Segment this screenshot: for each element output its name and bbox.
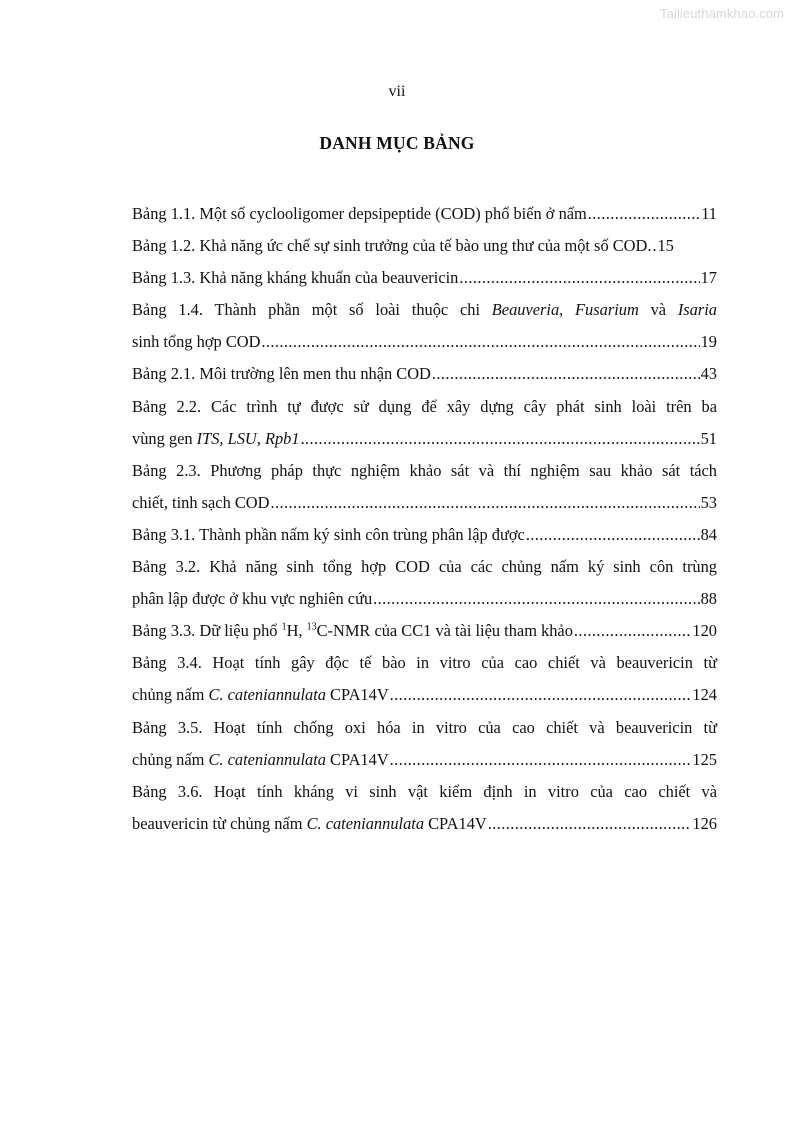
entry-title: beauvericin từ chủng nấm C. cateniannulata CPA14V [132, 813, 487, 833]
page-ref: 11 [701, 204, 717, 223]
entry-title: Bảng 3.6. Hoạt tính kháng vi sinh vật kiểm định in vitro của cao chiết và [132, 781, 717, 801]
dot-leader [526, 519, 700, 551]
entry-title: và [638, 300, 678, 320]
page-ref: 88 [700, 589, 717, 609]
watermark: Tailieuthamkhao.com [659, 6, 784, 21]
dot-leader [301, 423, 700, 455]
entry-title: Bảng 2.2. Các trình tự được sử dụng để xây dựng cây phát sinh loài trên ba [132, 396, 717, 416]
page-number: vii [388, 83, 406, 100]
entry-title: Bảng 1.1. Một số cyclooligomer depsipeptide (COD) phổ biến ở nấm [132, 204, 587, 223]
page-ref: 43 [700, 364, 717, 384]
entry-title: chiết, tinh sạch COD [132, 492, 270, 512]
dot-leader [390, 744, 692, 776]
toc-entry-3-5[interactable] [132, 712, 717, 776]
page-ref: 124 [692, 685, 717, 705]
toc-entry-3-2[interactable] [132, 551, 717, 615]
entry-title: Bảng 1.2. Khả năng ức chế sự sinh trưởng của tế bào ung thư của một số COD. [132, 236, 652, 256]
page-ref: 125 [692, 749, 717, 769]
dot-leader [432, 358, 700, 390]
page-ref: 126 [692, 813, 717, 833]
page-ref: 19 [700, 332, 717, 352]
entry-title: vùng gen ITS, LSU, Rpb1 [132, 428, 300, 448]
page-ref: 51 [700, 428, 717, 448]
page-title: DANH MỤC BẢNG [319, 133, 475, 153]
dot-leader [488, 808, 692, 840]
table-list [132, 198, 717, 840]
toc-entry-1-4[interactable] [132, 294, 717, 358]
entry-title: Bảng 3.4. Hoạt tính gây độc tế bào in vitro của cao chiết và beauvericin từ [132, 653, 717, 673]
entry-title: chủng nấm C. cateniannulata CPA14V [132, 685, 389, 705]
superscript: 13 [306, 621, 317, 633]
toc-entry-3-6[interactable] [132, 776, 717, 840]
entry-title: phân lập được ở khu vực nghiên cứu [132, 589, 373, 609]
toc-entry-2-1[interactable] [132, 358, 717, 390]
entry-title: Bảng 3.2. Khả năng sinh tổng hợp COD của các chủng nấm ký sinh côn trùng [132, 557, 717, 577]
page-ref: 53 [700, 492, 717, 512]
entry-title: sinh tổng hợp COD [132, 332, 261, 352]
entry-title: Bảng 1.4. Thành phần một số loài thuộc chi [132, 300, 492, 320]
entry-title: Bảng 3.3. Dữ liệu phổ $^1$H, $^{13}$C-NMR của CC1 và tài liệu tham khảo [132, 621, 573, 641]
toc-entry-1-2[interactable] [132, 230, 717, 262]
toc-entry-1-1[interactable] [132, 198, 717, 230]
toc-entry-3-4[interactable] [132, 647, 717, 711]
entry-title: Bảng 3.5. Hoạt tính chống oxi hóa in vitro của cao chiết và beauvericin từ [132, 717, 717, 737]
dot-leader [574, 615, 692, 647]
entry-title: chủng nấm C. cateniannulata CPA14V [132, 749, 389, 769]
dot-leader [390, 679, 692, 711]
page-ref: 17 [700, 268, 717, 288]
page-ref: 120 [692, 621, 717, 641]
dot-leader [588, 198, 700, 230]
toc-entry-2-3[interactable] [132, 455, 717, 519]
dot-leader [652, 230, 656, 262]
entry-title-italic: ITS, LSU, Rpb1 [196, 428, 300, 448]
dot-leader [270, 487, 699, 519]
dot-leader [261, 326, 699, 358]
page-ref: 84 [700, 524, 717, 544]
entry-title: Bảng 2.3. Phương pháp thực nghiệm khảo sát và thí nghiệm sau khảo sát tách [132, 460, 717, 480]
entry-title-italic: C. cateniannulata [208, 685, 326, 705]
page-ref: 15 [657, 236, 674, 256]
entry-title-italic: Isaria [677, 300, 718, 320]
entry-title-italic: C. cateniannulata [208, 749, 326, 769]
entry-title-italic: C. cateniannulata [306, 813, 425, 833]
toc-entry-1-3[interactable] [132, 262, 717, 294]
superscript: 1 [281, 621, 287, 633]
dot-leader [373, 583, 699, 615]
entry-title: Bảng 1.3. Khả năng kháng khuẩn của beauvericin [132, 268, 459, 288]
toc-entry-2-2[interactable] [132, 391, 717, 455]
entry-title-italic: Beauveria, Fusarium [491, 300, 639, 320]
entry-title: Bảng 3.1. Thành phần nấm ký sinh côn trùng phân lập được [132, 524, 525, 544]
entry-title: Bảng 2.1. Môi trường lên men thu nhận COD [132, 364, 431, 384]
dot-leader [459, 262, 699, 294]
toc-entry-3-1[interactable] [132, 519, 717, 551]
toc-entry-3-3[interactable] [132, 615, 717, 647]
